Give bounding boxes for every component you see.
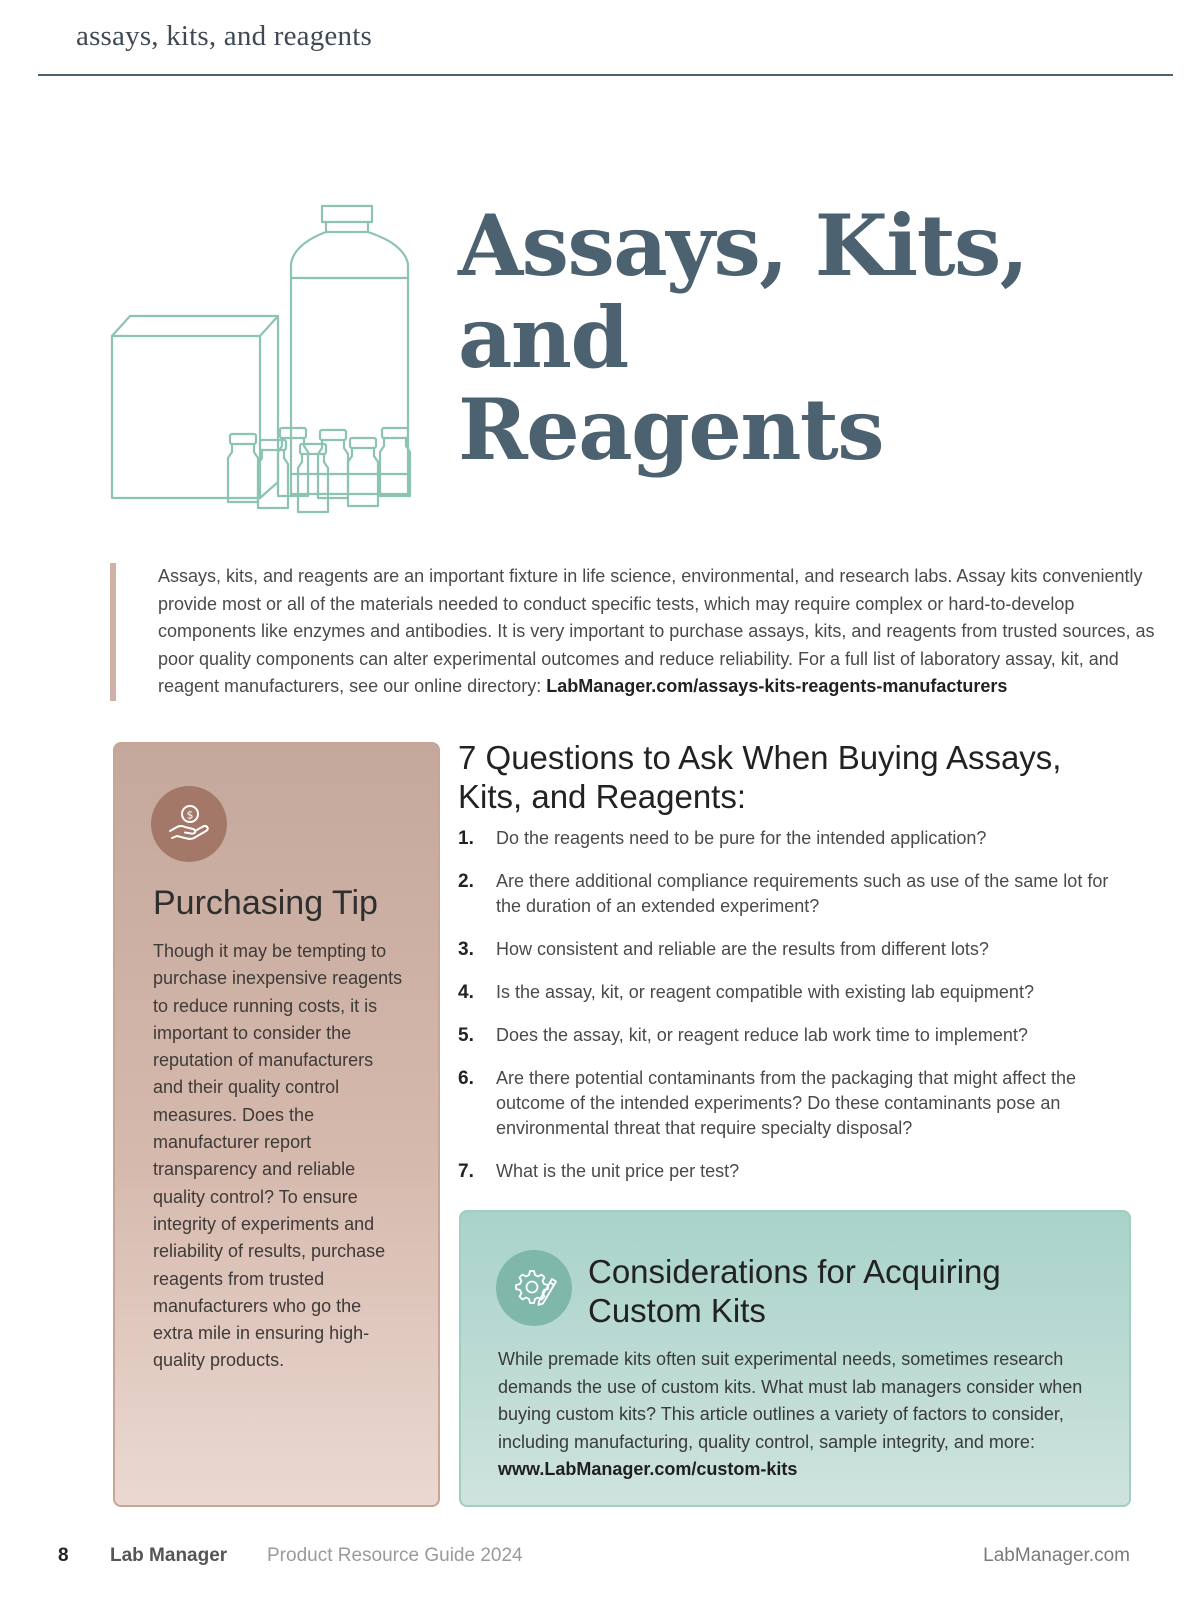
list-item <box>458 826 1138 851</box>
guide-title: Product Resource Guide 2024 <box>267 1545 523 1566</box>
page-title-line1: Assays, Kits, and <box>458 196 1028 387</box>
question-number: 3. <box>458 939 474 960</box>
question-number: 7. <box>458 1161 474 1182</box>
custom-kits-body <box>498 1346 1108 1484</box>
questions-heading: 7 Questions to Ask When Buying Assays, Kits, and Reagents: <box>458 739 1062 815</box>
question-number: 4. <box>458 982 474 1003</box>
site-url[interactable]: LabManager.com <box>983 1545 1130 1566</box>
purchasing-tip-box <box>113 742 440 1507</box>
questions-list <box>458 826 1138 1184</box>
page-title-line2: Reagents <box>458 380 884 479</box>
list-item <box>458 1159 1138 1184</box>
question-number: 2. <box>458 871 474 892</box>
header-rule <box>38 74 1173 76</box>
question-text: Is the assay, kit, or reagent compatible with existing lab equipment? <box>496 982 1034 1002</box>
gear-pencil-icon <box>496 1250 572 1326</box>
page-title <box>458 196 1158 479</box>
question-text: Are there potential contaminants from the packaging that might affect the outcome of the intended experiments? Do these contaminants pose an environmental threat that require specialty disposal? <box>496 1068 1077 1138</box>
purchasing-tip-body: Though it may be tempting to purchase inexpensive reagents to reduce running costs, it is important to consider the reputation of manufacturers and their quality control measures. Does the manufacturer report transparency and reliable quality control? To ensure integrity of experiments and reliability of results, purchase reagents from trusted manufacturers who go the extra mile in ensuring high-quality products. <box>153 941 403 1371</box>
page-number: 8 <box>58 1545 69 1566</box>
custom-kits-box <box>459 1210 1131 1507</box>
question-number: 5. <box>458 1025 474 1046</box>
question-text: Does the assay, kit, or reagent reduce lab work time to implement? <box>496 1025 1028 1045</box>
list-item <box>458 980 1138 1005</box>
question-text: What is the unit price per test? <box>496 1161 740 1181</box>
question-number: 6. <box>458 1068 474 1089</box>
question-text: Are there additional compliance requirements such as use of the same lot for the duration of an extended experiment? <box>496 871 1109 916</box>
magazine-name: Lab Manager <box>110 1545 228 1566</box>
custom-kits-heading: Considerations for Acquiring Custom Kits <box>588 1253 1001 1329</box>
list-item <box>458 869 1138 919</box>
question-text: How consistent and reliable are the results from different lots? <box>496 939 989 959</box>
question-number: 1. <box>458 828 474 849</box>
hand-coin-icon <box>151 786 227 862</box>
list-item <box>458 1023 1138 1048</box>
intro-paragraph <box>110 563 1173 701</box>
running-head: assays, kits, and reagents <box>76 20 372 52</box>
lab-bottles-illustration <box>108 204 438 524</box>
question-text: Do the reagents need to be pure for the intended application? <box>496 828 987 848</box>
custom-kits-link[interactable]: www.LabManager.com/custom-kits <box>498 1459 798 1479</box>
list-item <box>458 937 1138 962</box>
svg-text:$: $ <box>186 808 194 822</box>
page-footer <box>0 1545 1200 1575</box>
intro-directory-link[interactable]: LabManager.com/assays-kits-reagents-manufacturers <box>546 676 1008 696</box>
intro-text: Assays, kits, and reagents are an important fixture in life science, environmental, and research labs. Assay kits conveniently provide most or all of the materials needed to conduct specific tests, which may require complex or hard-to-develop components like enzymes and antibodies. It is very important to purchase assays, kits, and reagents from trusted sources, as poor quality components can alter experimental outcomes and reduce reliability. For a full list of laboratory assay, kit, and reagent manufacturers, see our online directory: <box>158 566 1155 696</box>
custom-kits-text: While premade kits often suit experimental needs, sometimes research demands the use of custom kits. What must lab managers consider when buying custom kits? This article outlines a variety of factors to consider, including manufacturing, quality control, sample integrity, and more: <box>498 1349 1083 1452</box>
purchasing-tip-heading: Purchasing Tip <box>153 884 378 922</box>
list-item <box>458 1066 1138 1141</box>
